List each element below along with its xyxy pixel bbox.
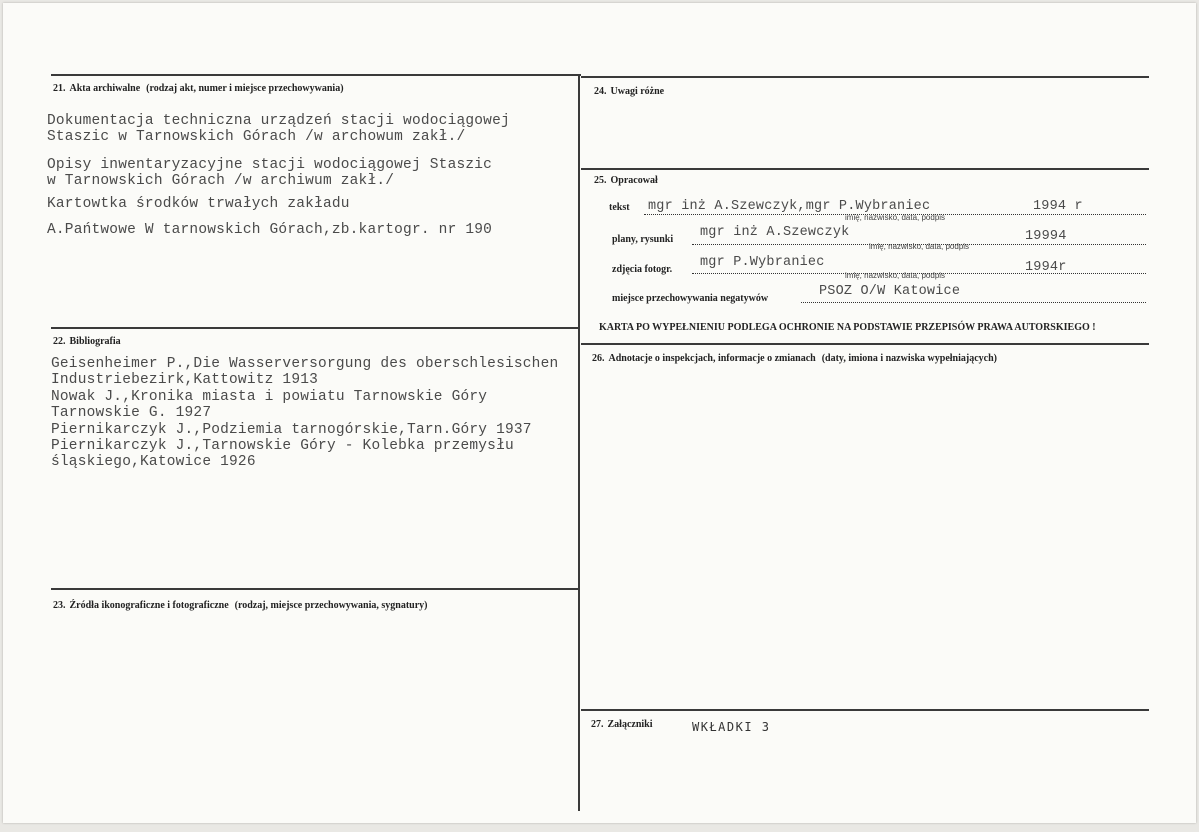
- bibliography-line-6: Piernikarczyk J.,Tarnowskie Góry - Kolebka przemysłu: [51, 438, 514, 454]
- rule-s25: [581, 168, 1149, 170]
- rule-s23: [51, 588, 579, 590]
- caption-tekst: imię, nazwisko, data, podpis: [845, 213, 946, 222]
- field-label-tekst: tekst: [609, 202, 630, 213]
- bibliography-line-2: Industriebezirk,Kattowitz 1913: [51, 372, 319, 388]
- field-year-zdjecia: 1994r: [1025, 260, 1067, 275]
- caption-zdjecia: imię, nazwisko, data, podpis: [845, 271, 946, 280]
- rule-s22: [51, 327, 579, 329]
- field-value-zdjecia: mgr P.Wybraniec: [700, 255, 825, 270]
- section-21-label: 21. Akta archiwalne (rodzaj akt, numer i miejsce przechowywania): [53, 83, 344, 94]
- archival-line-3: Opisy inwentaryzacyjne stacji wodociągowej Staszic: [47, 157, 493, 173]
- caption-plany: imię, nazwisko, data, podpis: [869, 242, 970, 251]
- section-23-label: 23. Źródła ikonograficzne i fotograficzne (rodzaj, miejsce przechowywania, sygnatury): [53, 600, 428, 611]
- archival-line-2: Staszic w Tarnowskich Górach /w archowum zakł./: [47, 129, 466, 145]
- record-card: [3, 3, 1196, 823]
- top-rule-left: [51, 74, 581, 76]
- section-26-label: 26. Adnotacje o inspekcjach, informacje o zmianach (daty, imiona i nazwiska wypełniających): [592, 353, 997, 364]
- archival-line-4: w Tarnowskich Górach /w archiwum zakł./: [47, 173, 395, 189]
- field-label-plany: plany, rysunki: [612, 234, 674, 245]
- top-rule-right: [581, 76, 1149, 78]
- section-27-label: 27. Załączniki: [591, 719, 653, 730]
- bibliography-line-7: śląskiego,Katowice 1926: [51, 454, 256, 470]
- archival-line-1: Dokumentacja techniczna urządzeń stacji wodociągowej: [47, 113, 510, 129]
- bibliography-line-3: Nowak J.,Kronika miasta i powiatu Tarnowskie Góry: [51, 389, 488, 405]
- field-value-negatywy: PSOZ O/W Katowice: [819, 284, 961, 299]
- archival-line-5: Kartowtka środków trwałych zakładu: [47, 196, 350, 212]
- field-label-zdjecia: zdjęcia fotogr.: [612, 264, 673, 275]
- section-24-label: 24. Uwagi różne: [594, 86, 665, 97]
- bibliography-line-5: Piernikarczyk J.,Podziemia tarnogórskie,Tarn.Góry 1937: [51, 422, 532, 438]
- field-label-negatywy: miejsce przechowywania negatywów: [612, 293, 769, 304]
- bibliography-line-4: Tarnowskie G. 1927: [51, 405, 212, 421]
- archival-line-6: A.Pańtwowe W tarnowskich Górach,zb.kartogr. nr 190: [47, 222, 493, 238]
- center-divider: [578, 74, 580, 811]
- field-year-plany: 19994: [1025, 229, 1067, 244]
- dots-negatywy: [801, 302, 1146, 303]
- section-22-label: 22. Bibliografia: [53, 336, 121, 347]
- section-25-label: 25. Opracował: [594, 175, 658, 186]
- copyright-notice: KARTA PO WYPEŁNIENIU PODLEGA OCHRONIE NA PODSTAWIE PRZEPISÓW PRAWA AUTORSKIEGO !: [599, 322, 1096, 333]
- field-year-tekst: 1994 r: [1033, 199, 1083, 214]
- field-value-tekst: mgr inż A.Szewczyk,mgr P.Wybraniec: [648, 199, 931, 214]
- field-value-plany: mgr inż A.Szewczyk: [700, 225, 850, 240]
- bibliography-line-1: Geisenheimer P.,Die Wasserversorgung des oberschlesischen: [51, 356, 559, 372]
- attachments-value: WKŁADKI 3: [692, 720, 771, 734]
